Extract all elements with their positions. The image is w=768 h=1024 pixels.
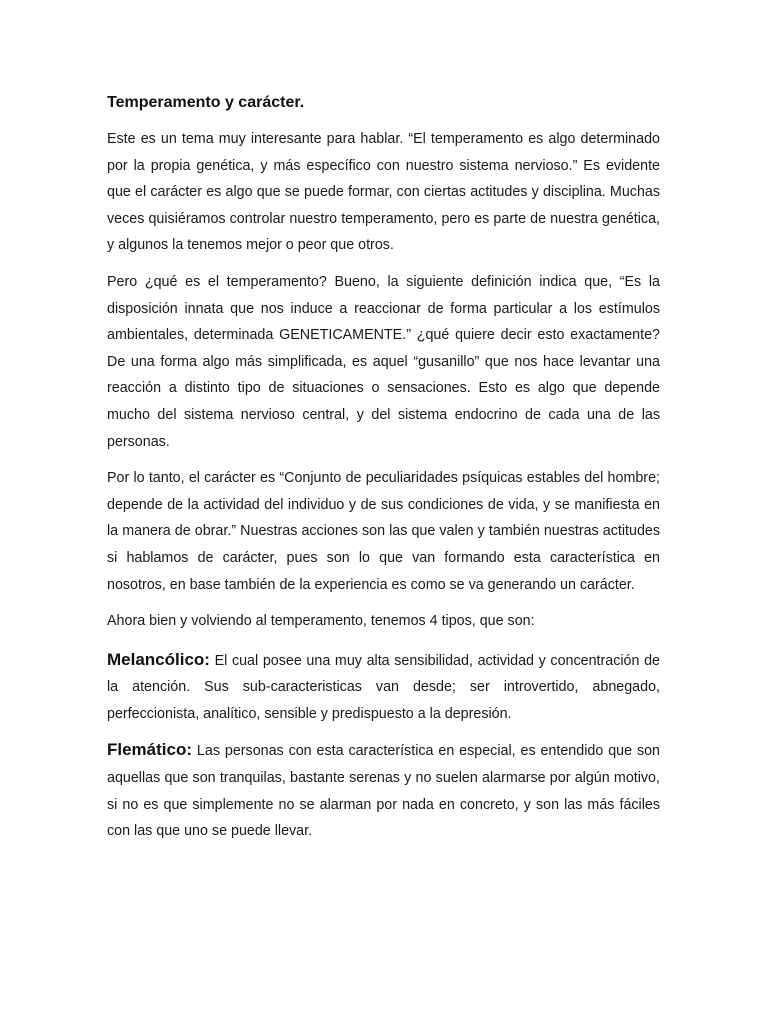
paragraph-intro: Este es un tema muy interesante para hablar. “El temperamento es algo determinado por la propia genética, y más específico con nuestro sistema nervioso.” Es evidente que el carácter es algo que se puede formar, con ciertas actitudes y disciplina. Muchas veces quisiéramos controlar nuestro temperamento, pero es parte de nuestra genética, y algunos la tenemos mejor o peor que otros.	[107, 131, 660, 254]
document-title: Temperamento y carácter.	[107, 94, 305, 111]
type-phlegmatic-text: Las personas con esta característica en especial, es entendido que son aquellas que son tranquilas, bastante serenas y no suelen alarmarse por algún motivo, si no es que simplemente no se alarman por nada en concreto, y son las más fáciles con las que uno se puede llevar.	[107, 743, 660, 840]
document-page	[107, 90, 660, 855]
type-melancholic-text: El cual posee una muy alta sensibilidad, actividad y concentración de la atención. Sus sub-caracteristicas van desde; ser introvertido, abnegado, perfeccionista, analítico, sensible y predispuesto a la depresión.	[107, 652, 660, 722]
type-phlegmatic-term: Flemático:	[107, 740, 193, 760]
type-melancholic-term: Melancólico:	[107, 649, 210, 669]
type-phlegmatic	[107, 737, 660, 844]
paragraph-temperament-definition: Pero ¿qué es el temperamento? Bueno, la siguiente definición indica que, “Es la disposición innata que nos induce a reaccionar de forma particular a los estímulos ambientales, determinada GENETICAMENTE.” ¿qué quiere decir esto exactamente? De una forma algo más simplificada, es aquel “gusanillo” que nos hace levantar una reacción a distinto tipo de situaciones o sensaciones. Esto es algo que depende mucho del sistema nervioso central, y del sistema endocrino de cada una de las personas.	[107, 273, 660, 450]
type-melancholic	[107, 647, 660, 728]
paragraph-types-intro: Ahora bien y volviendo al temperamento, tenemos 4 tipos, que son:	[107, 613, 535, 630]
paragraph-character-definition: Por lo tanto, el carácter es “Conjunto de peculiaridades psíquicas estables del hombre; depende de la actividad del individuo y de sus condiciones de vida, y se manifiesta en la manera de obrar.” Nuestras acciones son las que valen y también nuestras actitudes si hablamos de carácter, pues son lo que van formando esta característica en nosotros, en base también de la experiencia es como se va generando un carácter.	[107, 470, 660, 593]
